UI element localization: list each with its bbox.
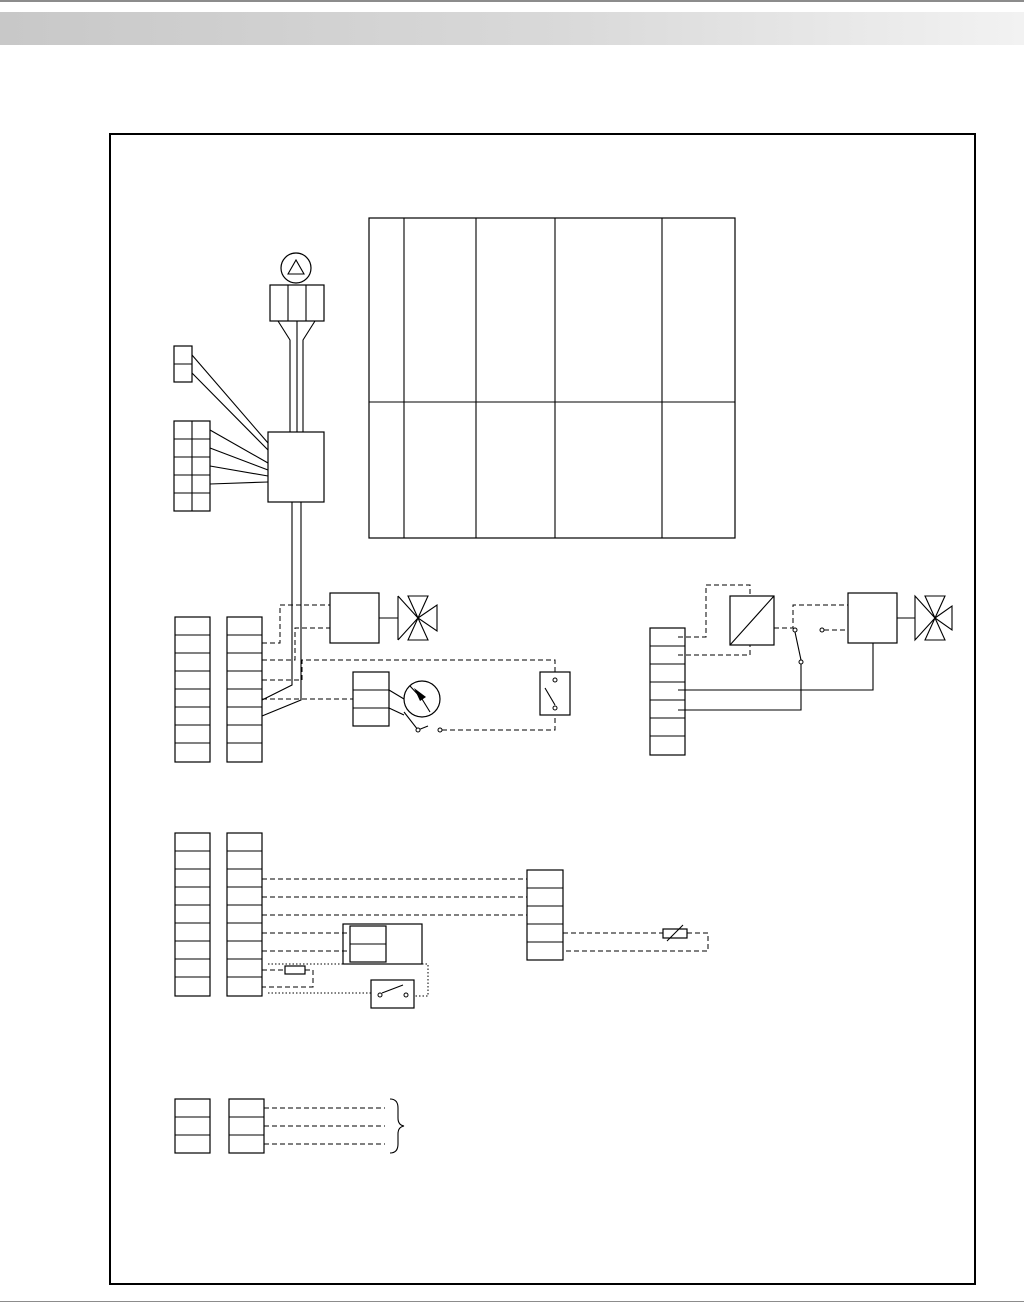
legend-table [369, 218, 735, 538]
transformer [730, 596, 774, 645]
terminal-strip-primary-left [175, 617, 210, 762]
board-wire-a [262, 502, 292, 700]
terminal-strip-primary-right [227, 617, 262, 762]
resistor-icon [285, 966, 305, 974]
terminal-strip-lower-right [227, 833, 262, 996]
pressure-switch [353, 672, 442, 732]
thermistor [563, 925, 708, 951]
valve2-wire-a [678, 643, 873, 690]
valve-wire-a [262, 605, 330, 643]
valve2-wire-b [678, 664, 801, 710]
valve-wire-b [262, 628, 330, 660]
sensor-module [343, 924, 422, 964]
valve-control-1 [330, 593, 437, 643]
gas-valve-icon [398, 596, 428, 640]
terminal-strip-lower-left [175, 833, 210, 996]
relay-contacts [793, 628, 848, 664]
bottom-rule [0, 1301, 1024, 1302]
valve-control-2 [848, 593, 952, 643]
motor-harness [278, 321, 315, 432]
board-wire-b [262, 502, 301, 716]
limit-switch [540, 672, 570, 715]
pressure-wire-c [442, 715, 555, 730]
transformer-wire-c [774, 605, 848, 628]
connector-block [174, 421, 268, 511]
blower-motor [270, 253, 324, 321]
control-board [268, 432, 324, 502]
brace-icon [390, 1099, 404, 1153]
terminal-strip-bottom-right [229, 1099, 264, 1153]
terminal-strip-secondary [650, 628, 685, 755]
resistor-loop [262, 964, 428, 1008]
pressure-wire-a [262, 660, 555, 680]
terminal-strip-bottom-left [175, 1099, 210, 1153]
transformer-wire-b [678, 645, 750, 655]
remote-terminal-block [527, 870, 563, 960]
